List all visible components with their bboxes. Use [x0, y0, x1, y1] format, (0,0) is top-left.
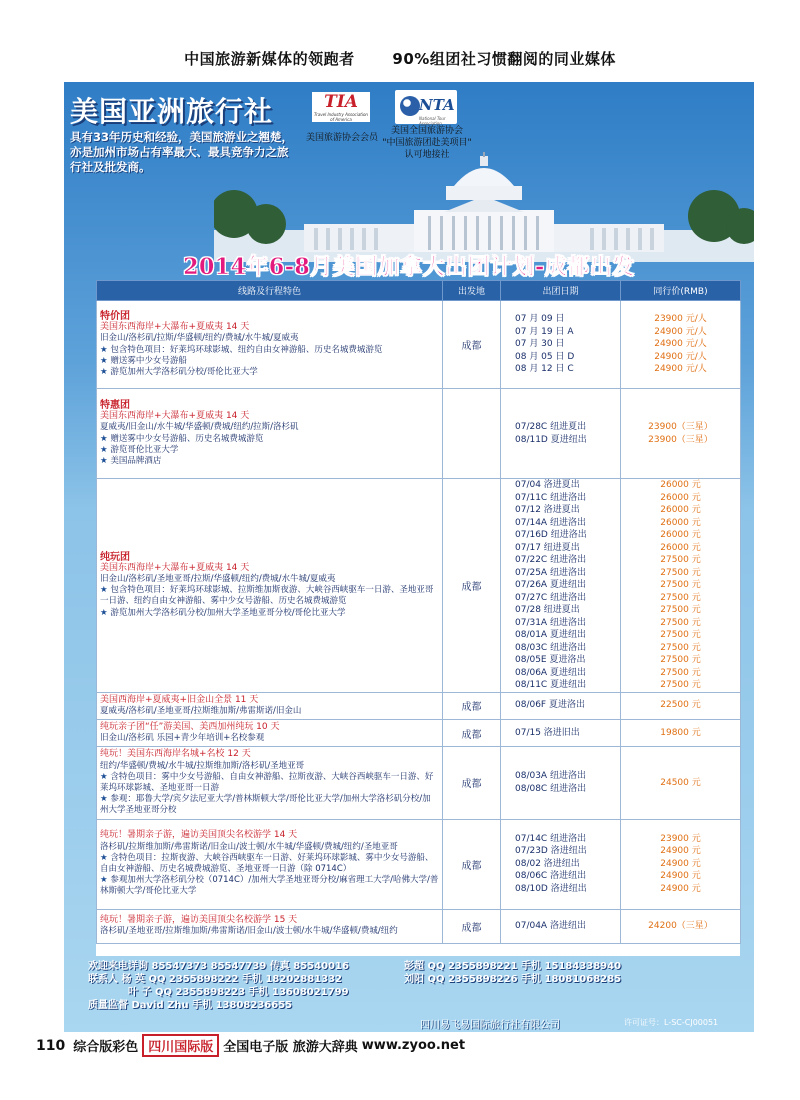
contact-left: [88, 960, 349, 1012]
tour-price: 24900 元: [660, 871, 701, 882]
tour-feature: ★ 游览加州大学洛杉矶分校/加州大学圣地亚哥分校/哥伦比亚大学: [100, 608, 439, 619]
contact-line-4: 质量监督 David Zhu 手机 13808236655: [88, 1000, 293, 1011]
departure-date: 07/31A 纽进洛出: [515, 617, 586, 628]
contact-right: [404, 960, 621, 986]
departure-date: 07/04 洛进夏出: [515, 480, 580, 490]
tour-itinerary: 旧金山/洛杉矶/拉斯/华盛顿/纽约/费城/水牛城/夏威夷: [100, 333, 299, 344]
dates-cell: [501, 301, 621, 389]
tour-price: 26000 元: [660, 505, 701, 515]
prices-cell: [621, 747, 741, 819]
departure-date: 07/27C 纽进洛出: [515, 592, 587, 603]
nta-mark: NTA: [419, 96, 455, 114]
header-tagline: [0, 48, 800, 69]
edition-text: 全国电子版 旅游大辞典: [223, 1040, 358, 1055]
tour-name: 纯玩！暑期亲子游，遍访美国顶尖名校游学 14 天: [100, 830, 298, 841]
departure-date: 08/11C 夏进纽出: [515, 680, 587, 690]
prices-cell: [621, 301, 741, 389]
table-header-row: [97, 281, 741, 301]
tour-feature: ★ 包含特色项目：好莱坞环球影城、纽约自由女神游船、历史名城费城游览: [100, 345, 439, 356]
company-name: 四川易飞易国际旅行社有限公司: [420, 1020, 560, 1031]
tour-price: 27500 元: [660, 630, 701, 640]
col-price-header: 同行价(RMB): [621, 281, 741, 301]
tour-price: 19800 元: [660, 727, 701, 738]
tour-price: 26000 元: [660, 492, 701, 503]
tour-price: 27500 元: [660, 617, 701, 628]
tour-feature: ★ 含特色项目：拉斯夜游、大峡谷西峡驱车一日游、好莱坞环球影城、雾中少女号游船、自由女神游船、历史名城费城游览、圣地亚哥一日游（除 0714C）: [100, 853, 439, 875]
departure-date: 07/12 洛进夏出: [515, 505, 580, 515]
prices-cell: [621, 479, 741, 693]
tour-row: [97, 301, 741, 389]
departure-date: 08/05E 夏进洛出: [515, 655, 586, 665]
departure-date: 07/22C 纽进洛出: [515, 555, 587, 565]
prices-cell: [621, 389, 741, 479]
tia-mark: TIA: [324, 92, 358, 112]
col-route-header: 线路及行程特色: [97, 281, 443, 301]
tour-price: 27500 元: [660, 580, 701, 590]
departure-date: 07/16D 纽进洛出: [515, 530, 587, 540]
page-footer: [36, 1034, 465, 1057]
tour-label: 特惠团: [100, 399, 130, 411]
dates-cell: [501, 909, 621, 943]
tour-price: 27500 元: [660, 555, 701, 565]
tour-feature: ★ 赠送雾中少女号游船: [100, 356, 439, 367]
tour-name: 美国东西海岸+大瀑布+夏威夷 14 天: [100, 322, 250, 333]
depart-cell: 成都: [443, 747, 501, 819]
tour-label: 纯玩团: [100, 551, 130, 563]
tour-row: [97, 909, 741, 943]
tour-row: [97, 719, 741, 746]
departure-date: 08 月 05 日 D: [515, 351, 575, 362]
tour-itinerary: 夏威夷/洛杉矶/圣地亚哥/拉斯维加斯/弗雷斯诺/旧金山: [100, 705, 302, 716]
license-number: 许可证号：L-SC-CJ00051: [624, 1018, 719, 1027]
tour-feature: ★ 包含特色项目：好莱坞环球影城、拉斯维加斯夜游、大峡谷西峡驱车一日游、圣地亚哥一日游、纽约自由女神游船、雾中少女号游船、历史名城费城游览: [100, 585, 439, 607]
tour-price: 26000 元: [660, 530, 701, 540]
tour-feature: ★ 游览加州大学洛杉矶分校/哥伦比亚大学: [100, 367, 439, 378]
tour-row: [97, 747, 741, 819]
route-cell: [97, 389, 443, 479]
depart-cell: 成都: [443, 479, 501, 693]
departure-date: 08/03A 纽进洛出: [515, 771, 586, 782]
tour-feature: ★ 参观：耶鲁大学/宾夕法尼亚大学/普林斯顿大学/哥伦比亚大学/加州大学洛杉矶分校/加州大学圣地亚哥分校: [100, 794, 439, 816]
tour-feature: ★ 参观加州大学洛杉矶分校（0714C）/加州大学圣地亚哥分校/麻省理工大学/哈佛大学/普林斯顿大学/哥伦比亚大学: [100, 875, 439, 897]
departure-date: 08/01A 夏进纽出: [515, 630, 586, 640]
tour-feature: ★ 美国品牌酒店: [100, 456, 439, 467]
site-url: www.zyoo.net: [361, 1038, 466, 1053]
depart-cell: [443, 389, 501, 479]
depart-cell: 成都: [443, 692, 501, 719]
route-cell: [97, 747, 443, 819]
departure-date: 08 月 12 日 C: [515, 364, 574, 375]
contact-line-1: 欢迎来电详询 85547373 85547739 传真 85540016: [88, 961, 349, 972]
tour-price: 22500 元: [660, 700, 701, 711]
tour-price: 24900 元: [660, 858, 701, 869]
nta-caption: 美国全国旅游协会 "中国旅游团赴美项目" 认可地接社: [382, 126, 472, 160]
tour-row: [97, 479, 741, 693]
tour-price: 24900 元: [660, 883, 701, 894]
tour-price: 27500 元: [660, 567, 701, 578]
tour-feature: ★ 赠送雾中少女号游船、历史名城费城游览: [100, 434, 439, 445]
tour-itinerary: 旧金山/洛杉矶 乐园+青少年培训+名校参观: [100, 733, 265, 744]
tour-price: 24900 元/人: [654, 351, 707, 362]
col-dates-header: 出团日期: [501, 281, 621, 301]
departure-date: 08/11D 夏进纽出: [515, 434, 587, 445]
departure-date: 08/06C 洛进纽出: [515, 871, 587, 882]
departure-date: 07/11C 纽进洛出: [515, 492, 587, 503]
route-cell: [97, 819, 443, 909]
depart-cell: 成都: [443, 301, 501, 389]
tour-row: [97, 692, 741, 719]
dates-cell: [501, 819, 621, 909]
tour-price: 24200（三星）: [648, 920, 713, 931]
tour-price: 24500 元: [660, 777, 701, 788]
tour-itinerary: 洛杉矶/拉斯维加斯/弗雷斯诺/旧金山/波士顿/水牛城/华盛顿/费城/纽约/圣地亚哥: [100, 841, 398, 852]
contact-footer: [64, 956, 754, 1032]
tour-price: 27500 元: [660, 667, 701, 678]
globe-icon: [400, 96, 420, 116]
departure-date: 07/14A 纽进洛出: [515, 517, 586, 528]
dates-cell: [501, 747, 621, 819]
departure-date: 07/26A 夏进纽出: [515, 580, 586, 590]
prices-cell: [621, 819, 741, 909]
departure-date: 08/06A 夏进纽出: [515, 667, 586, 678]
departure-date: 07 月 09 日: [515, 314, 565, 325]
tour-table-container: [96, 280, 740, 956]
tour-price: 26000 元: [660, 517, 701, 528]
dates-cell: [501, 479, 621, 693]
contact-right-1: 彭超 QQ 2355898221 手机 15184338940: [404, 961, 622, 972]
dates-cell: [501, 389, 621, 479]
departure-date: 07/28C 纽进夏出: [515, 422, 587, 432]
tour-price: 23900（三星）: [648, 422, 713, 432]
departure-date: 08/02 洛进纽出: [515, 858, 580, 869]
route-cell: [97, 909, 443, 943]
prices-cell: [621, 692, 741, 719]
route-cell: [97, 479, 443, 693]
tour-price: 23900 元: [660, 833, 701, 844]
dates-cell: [501, 719, 621, 746]
departure-date: 07/28 纽进夏出: [515, 605, 580, 615]
route-cell: [97, 301, 443, 389]
departure-date: 07 月 30 日: [515, 339, 565, 350]
tour-name: 纯玩亲子团“任”游美国、美西加州纯玩 10 天: [100, 721, 280, 732]
depart-cell: 成都: [443, 719, 501, 746]
tia-small-text: Travel Industry Association of America: [314, 112, 368, 122]
tia-logo: [312, 92, 370, 122]
tour-price: 24900 元/人: [654, 339, 707, 350]
tour-itinerary: 旧金山/洛杉矶/圣地亚哥/拉斯/华盛顿/纽约/费城/水牛城/夏威夷: [100, 574, 336, 585]
prices-cell: [621, 719, 741, 746]
departure-date: 07/15 洛进旧出: [515, 727, 580, 738]
tour-row: [97, 389, 741, 479]
departure-date: 08/03C 纽进洛出: [515, 642, 587, 653]
depart-cell: 成都: [443, 819, 501, 909]
departure-date: 07 月 19 日 A: [515, 326, 574, 337]
departure-date: 08/06F 夏进洛出: [515, 700, 585, 711]
tour-feature: ★ 含特色项目：雾中少女号游船、自由女神游船、拉斯夜游、大峡谷西峡驱车一日游、好莱坞环球影城、圣地亚哥一日游: [100, 772, 439, 794]
tour-name: 纯玩！美国东西海岸名城+名校 12 天: [100, 749, 251, 760]
departure-date: 07/04A 洛进纽出: [515, 920, 586, 931]
poster-title: 2014年6-8月美国加拿大出团计划-成都出发: [183, 254, 635, 280]
agency-intro: 具有33年历史和经验，美国旅游业之翘楚，亦是加州市场占有率最大、最具竞争力之旅行社及批发商。: [70, 130, 294, 174]
tour-price: 26000 元: [660, 480, 701, 490]
nta-logo: [395, 90, 457, 124]
tagline-left: 中国旅游新媒体的领跑者: [184, 50, 355, 68]
contact-right-2: 刘阳 QQ 2355898226 手机 18081068285: [404, 974, 622, 985]
tour-schedule-table: [96, 280, 741, 944]
departure-date: 08/08C 纽进洛出: [515, 783, 587, 794]
nta-small-text: National Tour Association: [419, 116, 446, 126]
tour-price: 27500 元: [660, 592, 701, 603]
tour-price: 27500 元: [660, 680, 701, 690]
tour-itinerary: 纽约/华盛顿/费城/水牛城/拉斯维加斯/洛杉矶/圣地亚哥: [100, 760, 305, 771]
contact-line-3: 叶 子 QQ 2355898223 手机 13608021799: [128, 987, 349, 998]
departure-date: 07/17 纽进夏出: [515, 542, 580, 553]
route-cell: [97, 692, 443, 719]
departure-date: 07/25A 纽进洛出: [515, 567, 586, 578]
contact-line-2: 联系人 杨 英 QQ 2355898222 手机 18202881332: [88, 974, 343, 985]
travel-poster: [64, 82, 754, 1032]
tour-name: 美国西海岸+夏威夷+旧金山全景 11 天: [100, 694, 259, 705]
tour-price: 24900 元/人: [654, 326, 707, 337]
tour-row: [97, 819, 741, 909]
page-number: 110: [36, 1037, 66, 1054]
dates-cell: [501, 692, 621, 719]
tour-price: 23900 元/人: [654, 314, 707, 325]
tour-price: 27500 元: [660, 655, 701, 665]
tour-price: 23900（三星）: [648, 434, 713, 445]
tour-name: 美国东西海岸+大瀑布+夏威夷 14 天: [100, 411, 250, 422]
tour-itinerary: 洛杉矶/圣地亚哥/拉斯维加斯/弗雷斯诺/旧金山/波士顿/水牛城/华盛顿/费城/纽约: [100, 926, 398, 937]
depart-cell: 成都: [443, 909, 501, 943]
departure-date: 07/23D 洛进纽出: [515, 846, 587, 857]
departure-date: 08/10D 洛进纽出: [515, 883, 587, 894]
tour-price: 27500 元: [660, 605, 701, 615]
agency-name: 美国亚洲旅行社: [70, 95, 274, 128]
prices-cell: [621, 909, 741, 943]
capitol-building-illustration: [214, 152, 754, 262]
tour-itinerary: 夏威夷/旧金山/水牛城/华盛顿/费城/纽约/拉斯/洛杉矶: [100, 422, 299, 433]
tour-price: 26000 元: [660, 542, 701, 553]
departure-date: 07/14C 纽进洛出: [515, 833, 587, 844]
col-depart-header: 出发地: [443, 281, 501, 301]
edition-box: 四川国际版: [142, 1034, 219, 1057]
tour-price: 24900 元/人: [654, 364, 707, 375]
tour-price: 24900 元: [660, 846, 701, 857]
tia-caption: 美国旅游协会会员: [305, 133, 378, 143]
tour-price: 27500 元: [660, 642, 701, 653]
tour-feature: ★ 游览哥伦比亚大学: [100, 445, 439, 456]
section-label: 综合版彩色: [73, 1040, 139, 1055]
tour-name: 纯玩！暑期亲子游，遍访美国顶尖名校游学 15 天: [100, 914, 298, 925]
table-body: [97, 301, 741, 944]
tour-label: 特价团: [100, 310, 130, 322]
tour-name: 美国东西海岸+大瀑布+夏威夷 14 天: [100, 562, 250, 573]
route-cell: [97, 719, 443, 746]
tagline-right: 90%组团社习惯翻阅的同业媒体: [392, 50, 616, 68]
